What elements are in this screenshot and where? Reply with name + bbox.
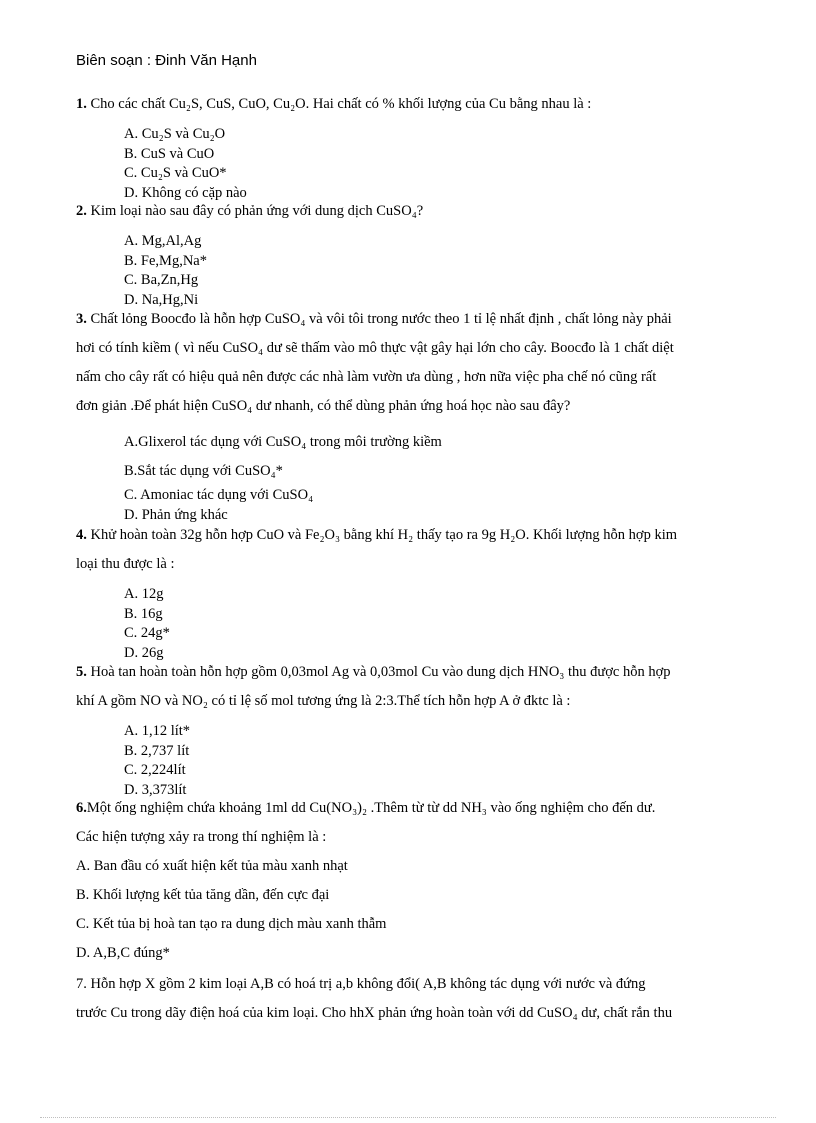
question-text: Kim loại nào sau đây có phản ứng với dung dịch CuSO₄?	[90, 203, 424, 219]
option-c: C. Amoniac tác dụng với CuSO₄	[124, 487, 314, 503]
question-2-options	[124, 232, 207, 310]
question-5-line-2	[76, 693, 740, 710]
option-b: B. Fe,Mg,Na*	[124, 252, 207, 269]
question-text: Các hiện tượng xảy ra trong thí nghiệm là :	[76, 829, 327, 845]
question-number: 7.	[76, 976, 87, 992]
author-header: Biên soạn : Đinh Văn Hạnh	[76, 52, 257, 69]
question-text: loại thu được là :	[76, 556, 175, 572]
question-4-options	[124, 585, 170, 663]
question-text: Hỗn hợp X gồm 2 kim loại A,B có hoá trị a,b không đổi( A,B không tác dụng với nước và đứng	[90, 976, 646, 992]
question-7-line-2	[76, 1005, 740, 1022]
question-6-option-d: D. A,B,C đúng*	[76, 945, 170, 961]
question-3-options-cd	[124, 486, 313, 525]
question-number: 4.	[76, 527, 87, 543]
question-3-line-2	[76, 340, 740, 357]
question-6-line-1	[76, 800, 740, 817]
question-6-option-b: B. Khối lượng kết tủa tăng dần, đến cực đại	[76, 887, 330, 903]
option-d: D. 26g	[124, 644, 164, 661]
page-bottom-divider	[40, 1117, 776, 1118]
option-d: D. Phản ứng khác	[124, 506, 228, 523]
question-text: hơi có tính kiềm ( vì nếu CuSO₄ dư sẽ thấm vào mô thực vật gây hại lớn cho cây. Boocđo là 1 chất diệt	[76, 340, 674, 356]
question-number: 5.	[76, 664, 87, 680]
option-c: C. 24g*	[124, 625, 170, 641]
question-number: 3.	[76, 311, 87, 327]
question-number: 1.	[76, 96, 87, 112]
option-a: A. Cu₂S và Cu₂O	[124, 126, 226, 142]
option-c: C. 2,224lít	[124, 762, 186, 778]
option-d: D. 3,373lít	[124, 781, 187, 798]
option-b: B.Sắt tác dụng với CuSO₄*	[124, 463, 283, 479]
question-5-line-1	[76, 664, 740, 681]
question-text: Khử hoàn toàn 32g hỗn hợp CuO và Fe₂O₃ bằng khí H₂ thấy tạo ra 9g H₂O. Khối lượng hỗn hợp kim	[90, 527, 678, 543]
question-text: Một ống nghiệm chứa khoảng 1ml dd Cu(NO₃)₂ .Thêm từ từ dd NH₃ vào ống nghiệm cho đến dư.	[86, 800, 656, 816]
question-text: Hoà tan hoàn toàn hỗn hợp gồm 0,03mol Ag và 0,03mol Cu vào dung dịch HNO₃ thu được hỗn hợp	[90, 664, 671, 680]
question-number: 2.	[76, 203, 87, 219]
question-text: Cho các chất Cu₂S, CuS, CuO, Cu₂O. Hai chất có % khối lượng của Cu bằng nhau là :	[90, 96, 592, 112]
question-7-line-1	[76, 976, 740, 993]
option-d: D. Na,Hg,Ni	[124, 291, 199, 308]
question-4-line-1	[76, 527, 740, 544]
question-4-line-2	[76, 556, 740, 573]
option-c: C. Ba,Zn,Hg	[124, 272, 199, 288]
option-a: A. 1,12 lít*	[124, 723, 191, 739]
question-3-options	[124, 428, 442, 486]
question-3-line-4	[76, 398, 740, 415]
question-6-option-a: A. Ban đầu có xuất hiện kết tủa màu xanh nhạt	[76, 858, 348, 874]
question-number: 6.	[76, 800, 87, 816]
question-text: nấm cho cây rất có hiệu quả nên được các nhà làm vườn ưa dùng , hơn nữa việc pha chế nó cũng rất	[76, 369, 657, 385]
option-b: B. 2,737 lít	[124, 742, 190, 759]
question-5-options	[124, 722, 190, 800]
option-b: B. 16g	[124, 605, 163, 622]
option-a: A.Glixerol tác dụng với CuSO₄ trong môi trường kiềm	[124, 434, 442, 450]
question-1	[76, 96, 740, 113]
option-a: A. 12g	[124, 586, 164, 602]
question-text: trước Cu trong dãy điện hoá của kim loại. Cho hhX phản ứng hoàn toàn với dd CuSO₄ dư, chất rắn thu	[76, 1005, 673, 1021]
option-d: D. Không có cặp nào	[124, 184, 247, 201]
question-3-line-1	[76, 311, 740, 328]
option-b: B. CuS và CuO	[124, 145, 215, 162]
question-3-line-3	[76, 369, 740, 386]
question-2	[76, 203, 740, 220]
option-c: C. Cu₂S và CuO*	[124, 165, 227, 181]
question-6-line-2	[76, 829, 740, 846]
question-6-option-c: C. Kết tủa bị hoà tan tạo ra dung dịch màu xanh thẫm	[76, 916, 387, 932]
option-a: A. Mg,Al,Ag	[124, 233, 202, 249]
question-1-options	[124, 125, 247, 203]
question-text: đơn giản .Để phát hiện CuSO₄ dư nhanh, có thể dùng phản ứng hoá học nào sau đây?	[76, 398, 571, 414]
question-text: Chất lỏng Boocđo là hỗn hợp CuSO₄ và vôi tôi trong nước theo 1 tỉ lệ nhất định , chất lỏng này phải	[90, 311, 672, 327]
question-text: khí A gồm NO và NO₂ có tỉ lệ số mol tương ứng là 2:3.Thể tích hỗn hợp A ở đktc là :	[76, 693, 571, 709]
